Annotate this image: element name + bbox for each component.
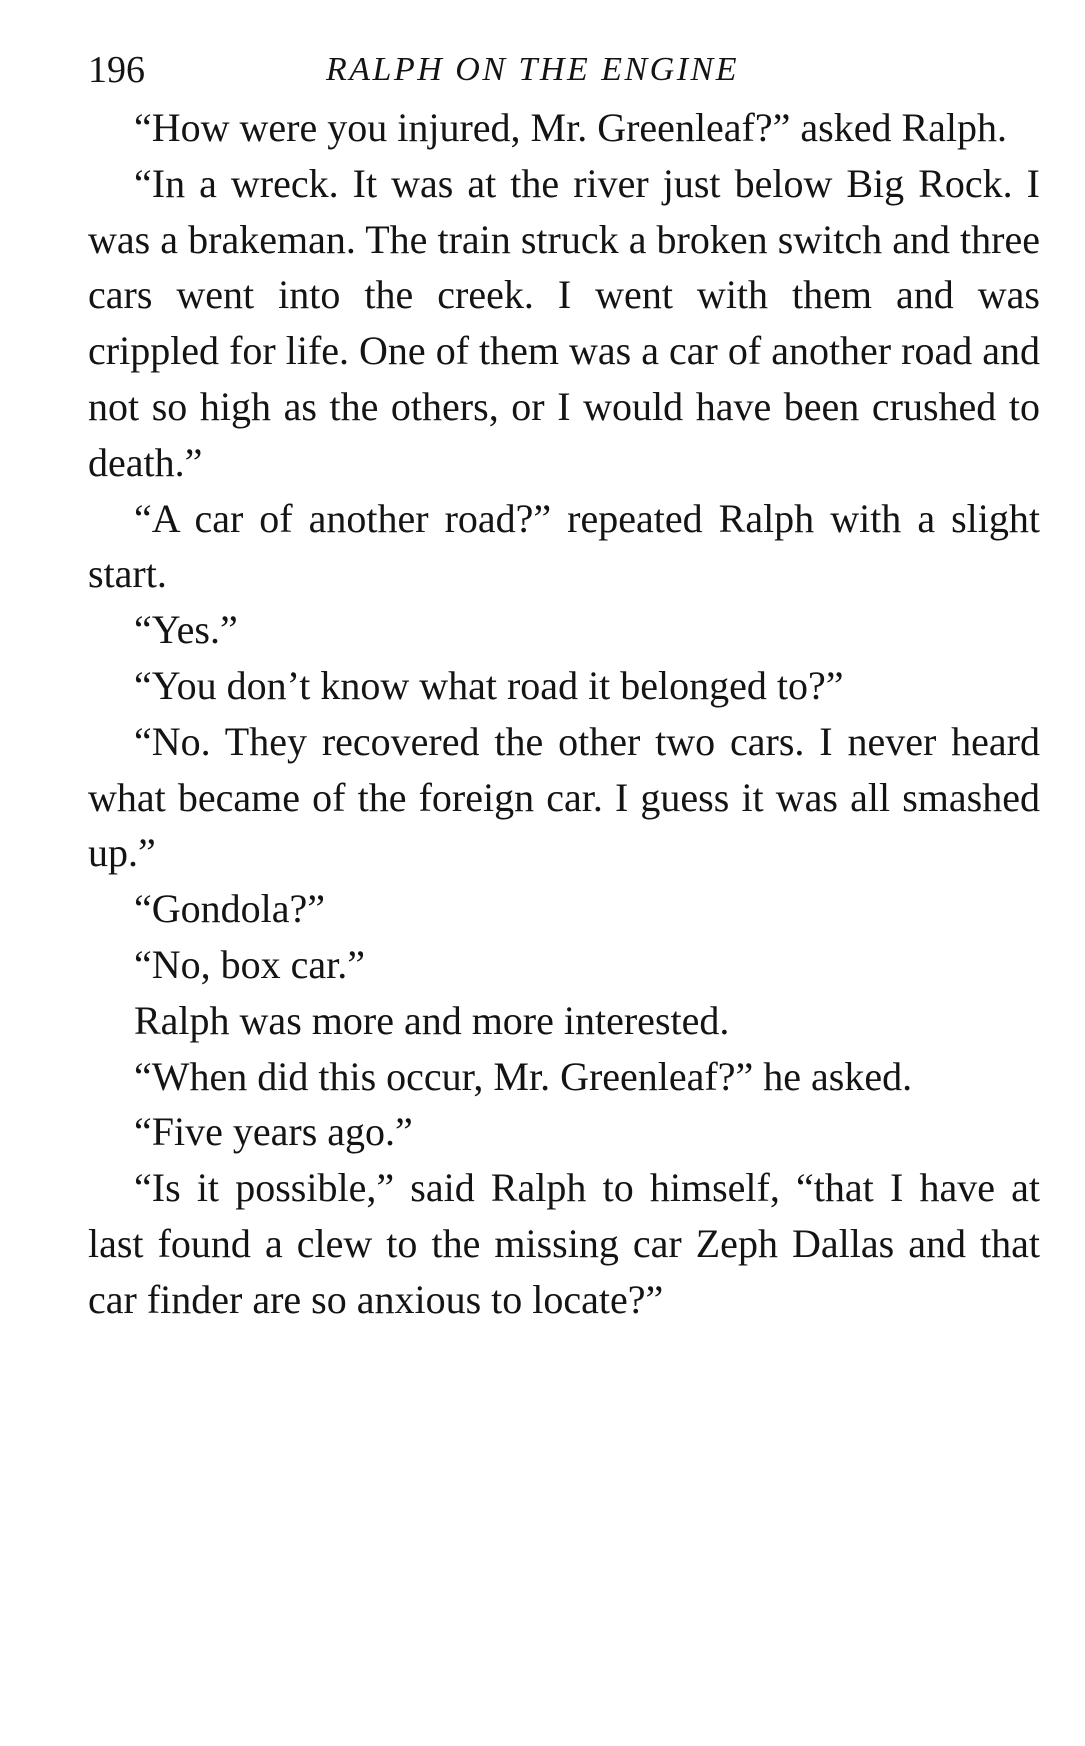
paragraph: “How were you injured, Mr. Greenleaf?” asked Ralph. (134, 105, 1008, 150)
paragraph: “No. They recovered the other two cars. I never heard what became of the foreign car. I guess it was all smashed up.” (88, 718, 1040, 876)
paragraph: “No, box car.” (134, 941, 366, 987)
paragraph: “Yes.” (134, 607, 238, 653)
paragraph: Ralph was more and more interested. (134, 997, 730, 1043)
running-head (88, 40, 1040, 100)
running-title: RALPH ON THE ENGINE (326, 51, 739, 88)
paragraph: “In a wreck. It was at the river just below Big Rock. I was a brakeman. The train struck a broken switch and three cars went into the creek. I went with them and was crippled for life. One of them was a car of another road and not so high as the others, or I would have been crushed to death.” (88, 160, 1040, 485)
paragraph: “You don’t know what road it belonged to?” (134, 662, 844, 708)
paragraph: “A car of another road?” repeated Ralph with a slight start. (88, 495, 1040, 597)
book-page (88, 40, 1040, 1328)
page-number: 196 (88, 49, 145, 91)
paragraph: “Is it possible,” said Ralph to himself, “that I have at last found a clew to the missing car Zeph Dallas and that car finder are so anxious to locate?” (88, 1165, 1040, 1322)
paragraph: “Gondola?” (134, 886, 326, 932)
body-text (88, 100, 1040, 1328)
paragraph: “Five years ago.” (134, 1109, 413, 1155)
paragraph: “When did this occur, Mr. Greenleaf?” he asked. (134, 1053, 913, 1099)
